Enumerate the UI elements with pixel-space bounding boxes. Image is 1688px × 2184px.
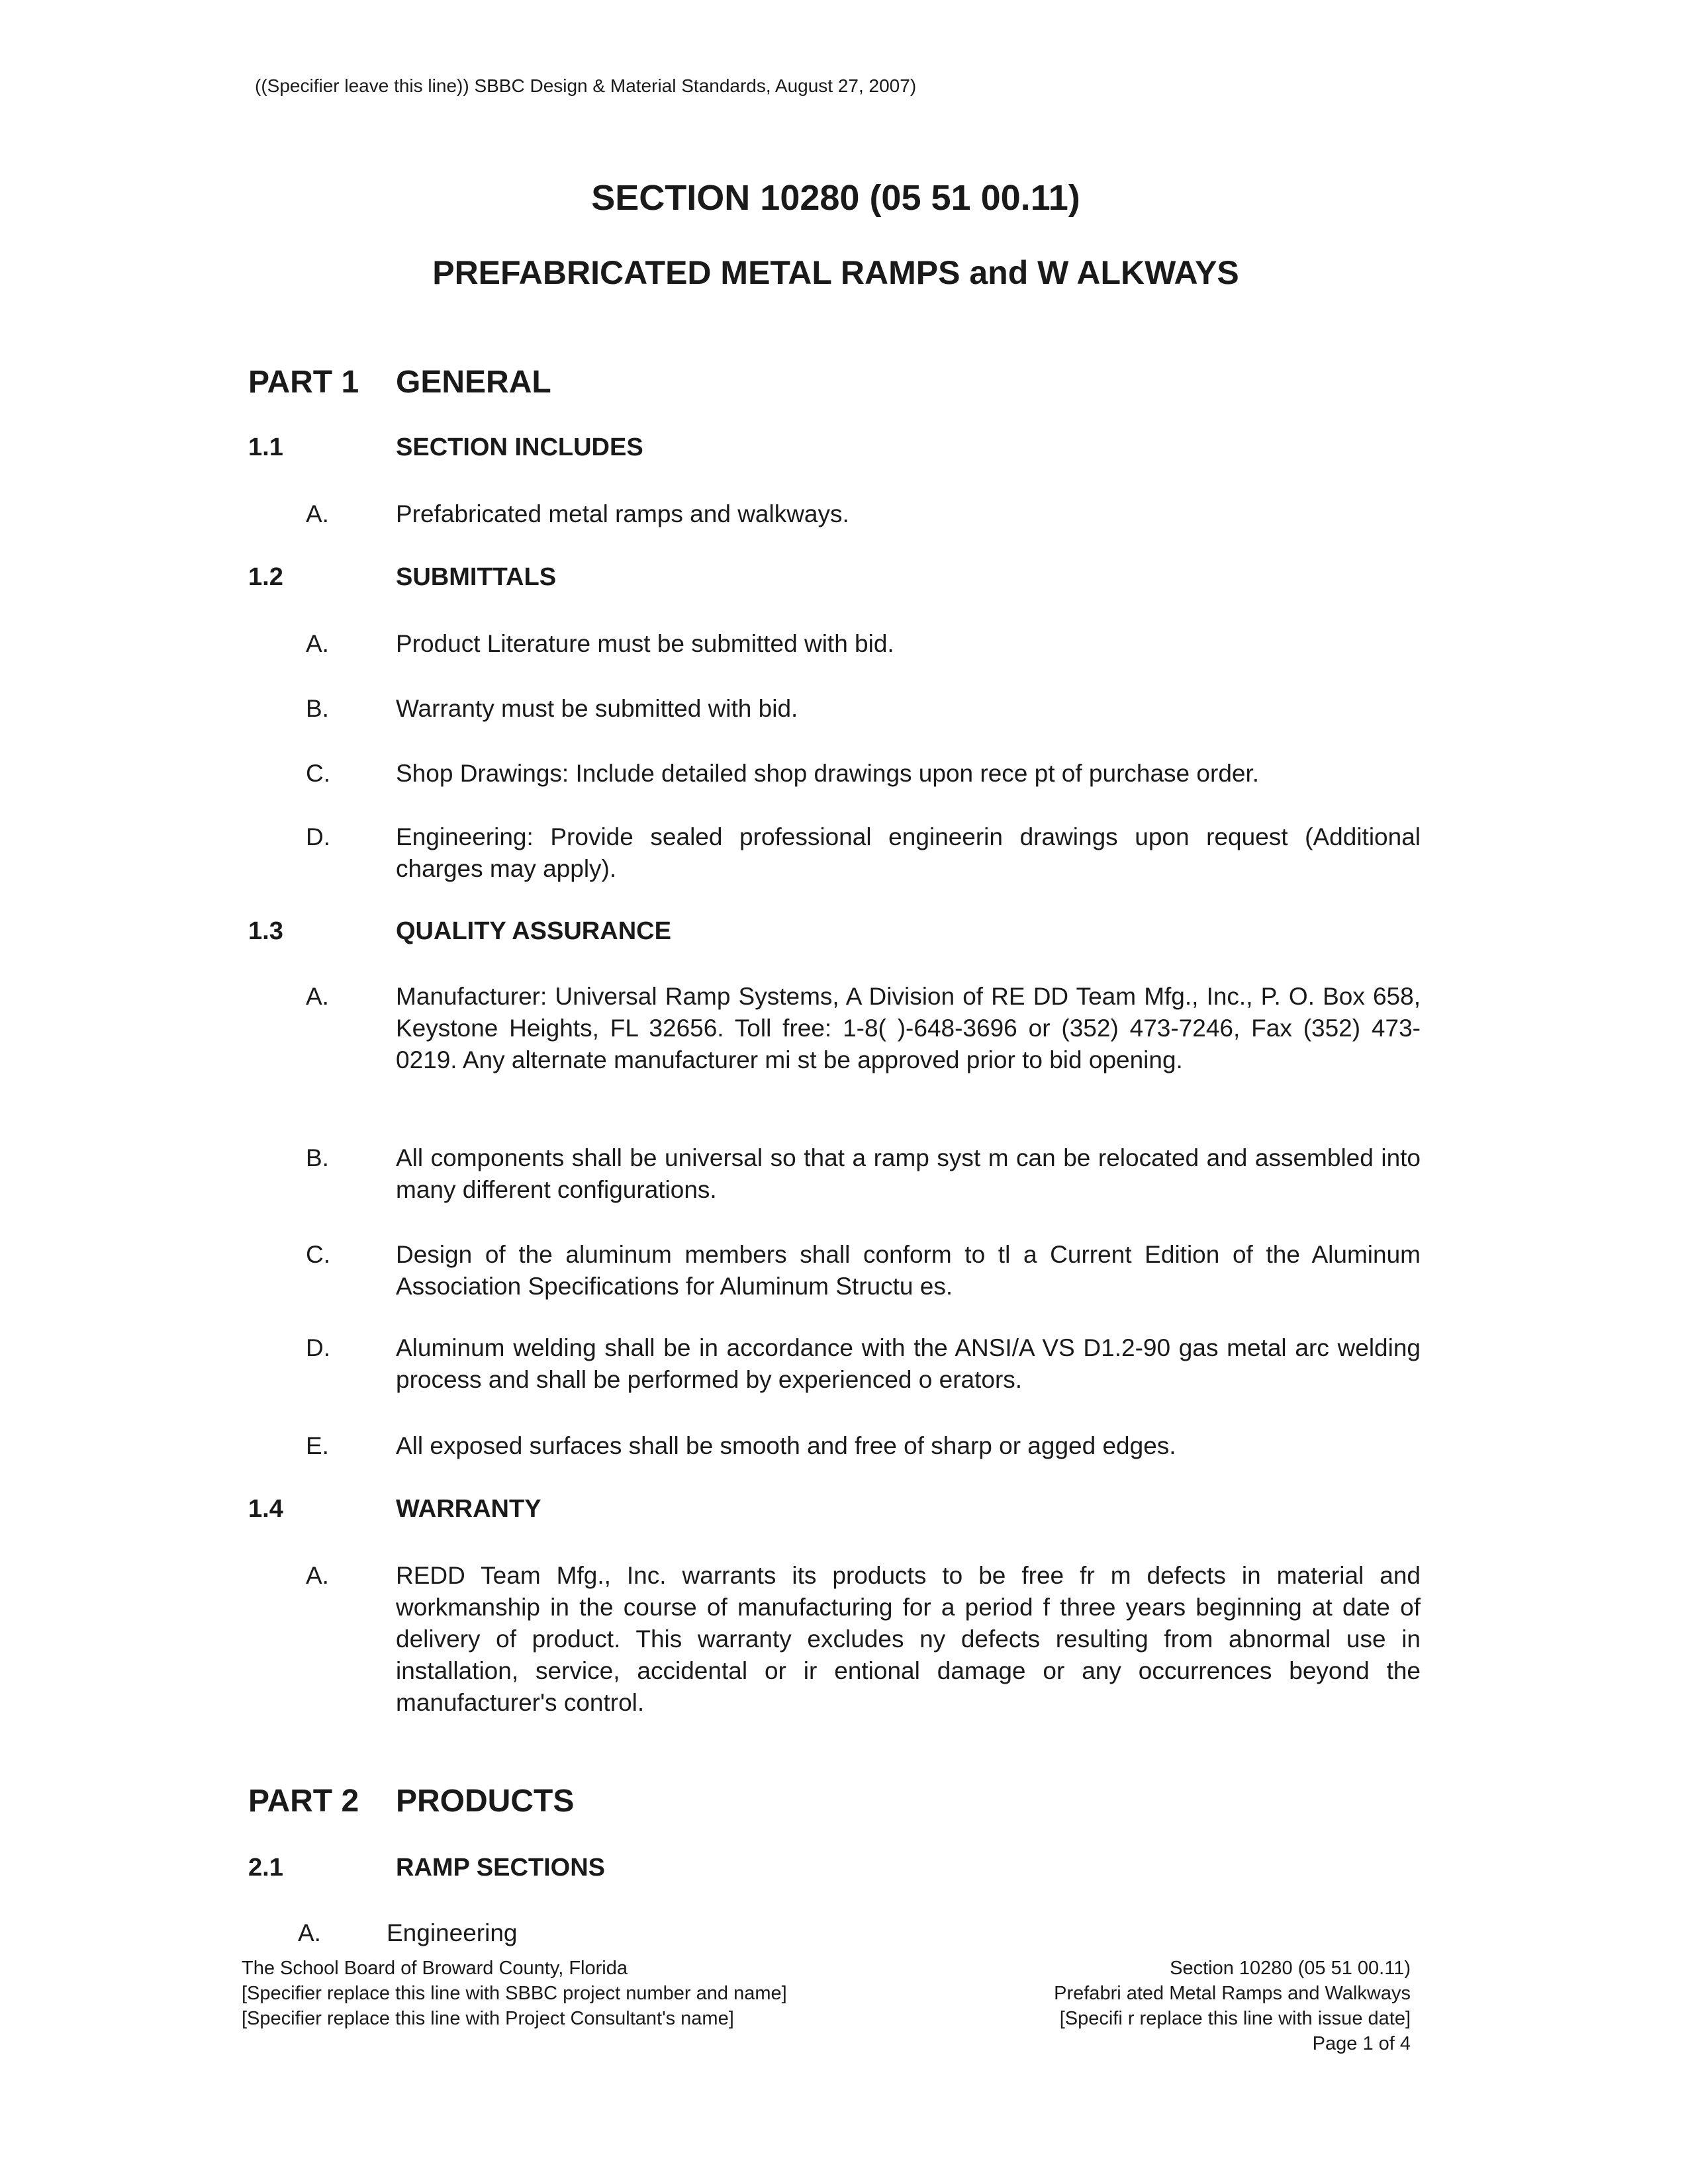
section-heading: WARRANTY [396, 1495, 541, 1523]
item-label: B. [306, 695, 329, 722]
item-text: Prefabricated metal ramps and walkways. [396, 500, 849, 527]
header-note: ((Specifier leave this line)) SBBC Design & Material Standards, August 27, 2007) [255, 75, 917, 96]
section-heading: RAMP SECTIONS [396, 1854, 606, 1882]
list-item [306, 693, 1421, 725]
footer-line: Section 10280 (05 51 00.11) [1170, 1958, 1411, 1979]
part-1-heading [248, 364, 551, 400]
item-text: All exposed surfaces shall be smooth and free of sharp or agged edges. [396, 1432, 1176, 1459]
list-item [306, 821, 1421, 885]
page-number: Page 1 of 4 [1312, 2033, 1411, 2054]
item-label: A. [306, 500, 329, 527]
item-label: B. [306, 1144, 329, 1171]
list-item [306, 981, 1421, 1076]
footer-line: The School Board of Broward County, Florida [242, 1958, 628, 1979]
footer-right [1054, 1956, 1411, 2056]
list-item [298, 1917, 1413, 1949]
item-label: D. [306, 823, 330, 850]
section-1-2-heading [248, 563, 556, 592]
list-item [306, 758, 1421, 790]
item-label: E. [306, 1432, 329, 1459]
list-item [306, 1332, 1421, 1396]
part-number: PART 2 [248, 1784, 359, 1819]
item-text: Warranty must be submitted with bid. [396, 695, 798, 722]
item-text: Aluminum welding shall be in accordance with the ANSI/A VS D1.2-90 gas metal arc welding process and shall be performed by experienced o erators. [396, 1334, 1421, 1393]
item-text: Design of the aluminum members shall conform to tl a Current Edition of the Aluminum Association Specifications for Aluminum Structu es. [396, 1241, 1421, 1300]
section-number: 1.2 [248, 563, 283, 591]
section-2-1-heading [248, 1854, 605, 1882]
item-label: D. [306, 1334, 330, 1361]
section-number: 2.1 [248, 1854, 283, 1882]
list-item [306, 1430, 1421, 1462]
part-title: PRODUCTS [396, 1784, 575, 1819]
item-label: A. [306, 630, 329, 657]
item-text: Manufacturer: Universal Ramp Systems, A Division of RE DD Team Mfg., Inc., P. O. Box 658, Keystone Heights, FL 32656. Toll free: 1-8( )-648-3696 or (352) 473-7246, Fax (352) 473-0219. Any alternate manufacturer mi st be approved prior to bid opening. [396, 983, 1421, 1073]
item-text: Engineering [387, 1919, 518, 1946]
list-item [306, 1142, 1421, 1206]
footer-line: [Specifi r replace this line with issue date] [1059, 2008, 1411, 2029]
section-1-3-heading [248, 917, 671, 946]
list-item [306, 1560, 1421, 1719]
item-text: All components shall be universal so that a ramp syst m can be relocated and assembled into many different configurations. [396, 1144, 1421, 1203]
footer-line: [Specifier replace this line with SBBC project number and name] [242, 1983, 787, 2004]
section-heading: SUBMITTALS [396, 563, 557, 591]
item-label: C. [306, 1241, 330, 1268]
part-title: GENERAL [396, 365, 551, 400]
footer-line: [Specifier replace this line with Project Consultant's name] [242, 2008, 734, 2029]
section-title: SECTION 10280 (05 51 00.11) [591, 178, 1080, 218]
section-number: 1.1 [248, 433, 283, 461]
section-heading: SECTION INCLUDES [396, 433, 643, 461]
section-number: 1.4 [248, 1495, 283, 1523]
item-label: A. [306, 983, 329, 1010]
section-heading: QUALITY ASSURANCE [396, 917, 671, 945]
item-label: A. [298, 1919, 321, 1946]
section-number: 1.3 [248, 917, 283, 945]
item-text: Product Literature must be submitted with bid. [396, 630, 894, 657]
footer-left [242, 1956, 787, 2031]
part-number: PART 1 [248, 365, 359, 400]
item-text: Shop Drawings: Include detailed shop drawings upon rece pt of purchase order. [396, 760, 1260, 787]
list-item [306, 498, 1421, 530]
section-1-1-heading [248, 433, 643, 462]
item-text: REDD Team Mfg., Inc. warrants its products to be free fr m defects in material and workmanship in the course of manufacturing for a period f three years beginning at date of delivery of product. This warranty excludes ny defects resulting from abnormal use in installation, service, accidental or ir entional damage or any occurrences beyond the manufacturer's control. [396, 1562, 1421, 1716]
section-1-4-heading [248, 1495, 541, 1524]
part-2-heading [248, 1783, 574, 1819]
footer-line: Prefabri ated Metal Ramps and Walkways [1054, 1983, 1411, 2004]
section-subtitle: PREFABRICATED METAL RAMPS and W ALKWAYS [432, 254, 1239, 291]
list-item [306, 1239, 1421, 1302]
item-label: C. [306, 760, 330, 787]
list-item [306, 628, 1421, 660]
item-text: Engineering: Provide sealed professional engineerin drawings upon request (Additional charges may apply). [396, 823, 1421, 882]
item-label: A. [306, 1562, 329, 1589]
